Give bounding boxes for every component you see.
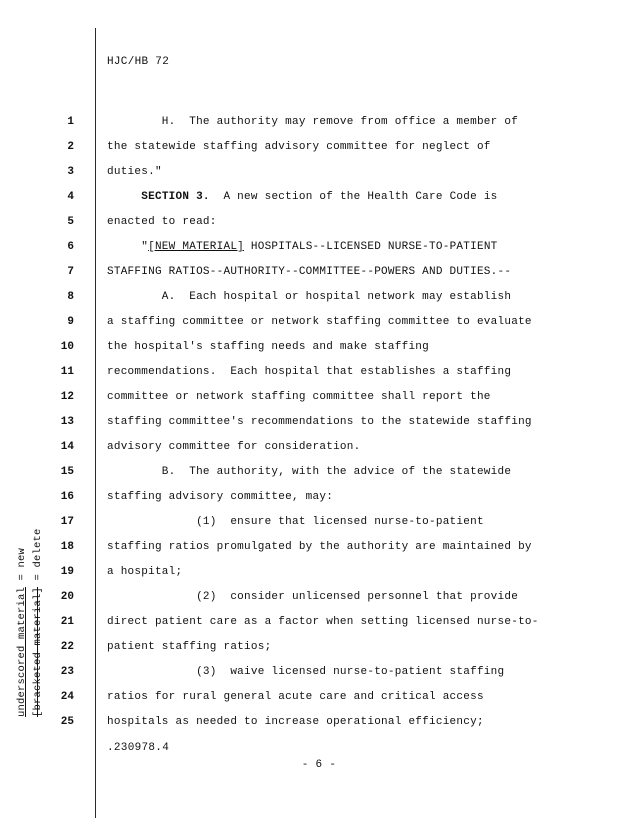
line-text: staffing ratios promulgated by the authority are maintained by (107, 541, 532, 553)
legend-delete-suffix: = delete (32, 528, 44, 587)
line-number: 7 (67, 266, 74, 278)
line-text: "[NEW MATERIAL] HOSPITALS--LICENSED NURSE-TO-PATIENT (107, 241, 498, 253)
line-number: 11 (60, 366, 74, 378)
line-text: ratios for rural general acute care and critical access (107, 691, 484, 703)
document-line (0, 435, 638, 460)
document-line (0, 410, 638, 435)
document-line (0, 460, 638, 485)
document-line (0, 385, 638, 410)
line-number: 12 (60, 391, 74, 403)
legend-delete-marker: [bracketed material] (32, 586, 44, 717)
line-text: the statewide staffing advisory committee for neglect of (107, 141, 491, 153)
line-number: 15 (60, 466, 74, 478)
line-number: 2 (67, 141, 74, 153)
document-line (0, 485, 638, 510)
document-line (0, 235, 638, 260)
document-line (0, 110, 638, 135)
document-line (0, 710, 638, 735)
line-number: 10 (60, 341, 74, 353)
document-line (0, 360, 638, 385)
document-line (0, 560, 638, 585)
line-number: 6 (67, 241, 74, 253)
line-number: 3 (67, 166, 74, 178)
line-text: (2) consider unlicensed personnel that provide (107, 591, 519, 603)
line-text: staffing advisory committee, may: (107, 491, 334, 503)
line-number: 17 (60, 516, 74, 528)
line-number: 9 (67, 316, 74, 328)
line-text: enacted to read: (107, 216, 217, 228)
legend-new-suffix: = new (16, 547, 28, 587)
line-number: 5 (67, 216, 74, 228)
line-text: a staffing committee or network staffing committee to evaluate (107, 316, 532, 328)
line-text: A. Each hospital or hospital network may establish (107, 291, 512, 303)
page-number: - 6 - (301, 759, 337, 771)
line-text: committee or network staffing committee shall report the (107, 391, 491, 403)
line-number: 22 (60, 641, 74, 653)
legend-new-marker: underscored material (16, 586, 28, 717)
line-text: H. The authority may remove from office a member of (107, 116, 519, 128)
document-line (0, 285, 638, 310)
line-number: 20 (60, 591, 74, 603)
line-number: 25 (60, 716, 74, 728)
document-line (0, 135, 638, 160)
document-line (0, 610, 638, 635)
line-number: 8 (67, 291, 74, 303)
line-number: 4 (67, 191, 74, 203)
line-number: 14 (60, 441, 74, 453)
line-text: direct patient care as a factor when setting licensed nurse-to- (107, 616, 539, 628)
document-line (0, 635, 638, 660)
document-line (0, 685, 638, 710)
line-text: B. The authority, with the advice of the statewide (107, 466, 512, 478)
line-number: 19 (60, 566, 74, 578)
document-line (0, 510, 638, 535)
line-text: a hospital; (107, 566, 183, 578)
line-text: hospitals as needed to increase operational efficiency; (107, 716, 484, 728)
line-text: advisory committee for consideration. (107, 441, 361, 453)
line-number: 16 (60, 491, 74, 503)
document-line (0, 335, 638, 360)
document-line (0, 535, 638, 560)
line-text: (1) ensure that licensed nurse-to-patient (107, 516, 484, 528)
document-line (0, 660, 638, 685)
document-number: .230978.4 (107, 742, 170, 754)
line-text: patient staffing ratios; (107, 641, 272, 653)
line-number: 21 (60, 616, 74, 628)
document-line (0, 210, 638, 235)
document-line (0, 310, 638, 335)
line-number: 18 (60, 541, 74, 553)
line-text: SECTION 3. A new section of the Health Care Code is (141, 191, 498, 203)
line-text: recommendations. Each hospital that establishes a staffing (107, 366, 512, 378)
line-number: 24 (60, 691, 74, 703)
line-text: STAFFING RATIOS--AUTHORITY--COMMITTEE--POWERS AND DUTIES.-- (107, 266, 512, 278)
line-number: 23 (60, 666, 74, 678)
line-text: (3) waive licensed nurse-to-patient staffing (107, 666, 505, 678)
document-line (0, 160, 638, 185)
document-header: HJC/HB 72 (107, 56, 170, 68)
line-text: the hospital's staffing needs and make staffing (107, 341, 430, 353)
section-heading: SECTION 3. (141, 191, 210, 203)
document-body (0, 110, 638, 735)
line-text: duties." (107, 166, 162, 178)
document-line (0, 260, 638, 285)
line-number: 13 (60, 416, 74, 428)
line-number: 1 (67, 116, 74, 128)
line-text: staffing committee's recommendations to the statewide staffing (107, 416, 532, 428)
new-material-marker: [NEW MATERIAL] (148, 241, 245, 253)
document-line (0, 585, 638, 610)
document-line (0, 185, 638, 210)
